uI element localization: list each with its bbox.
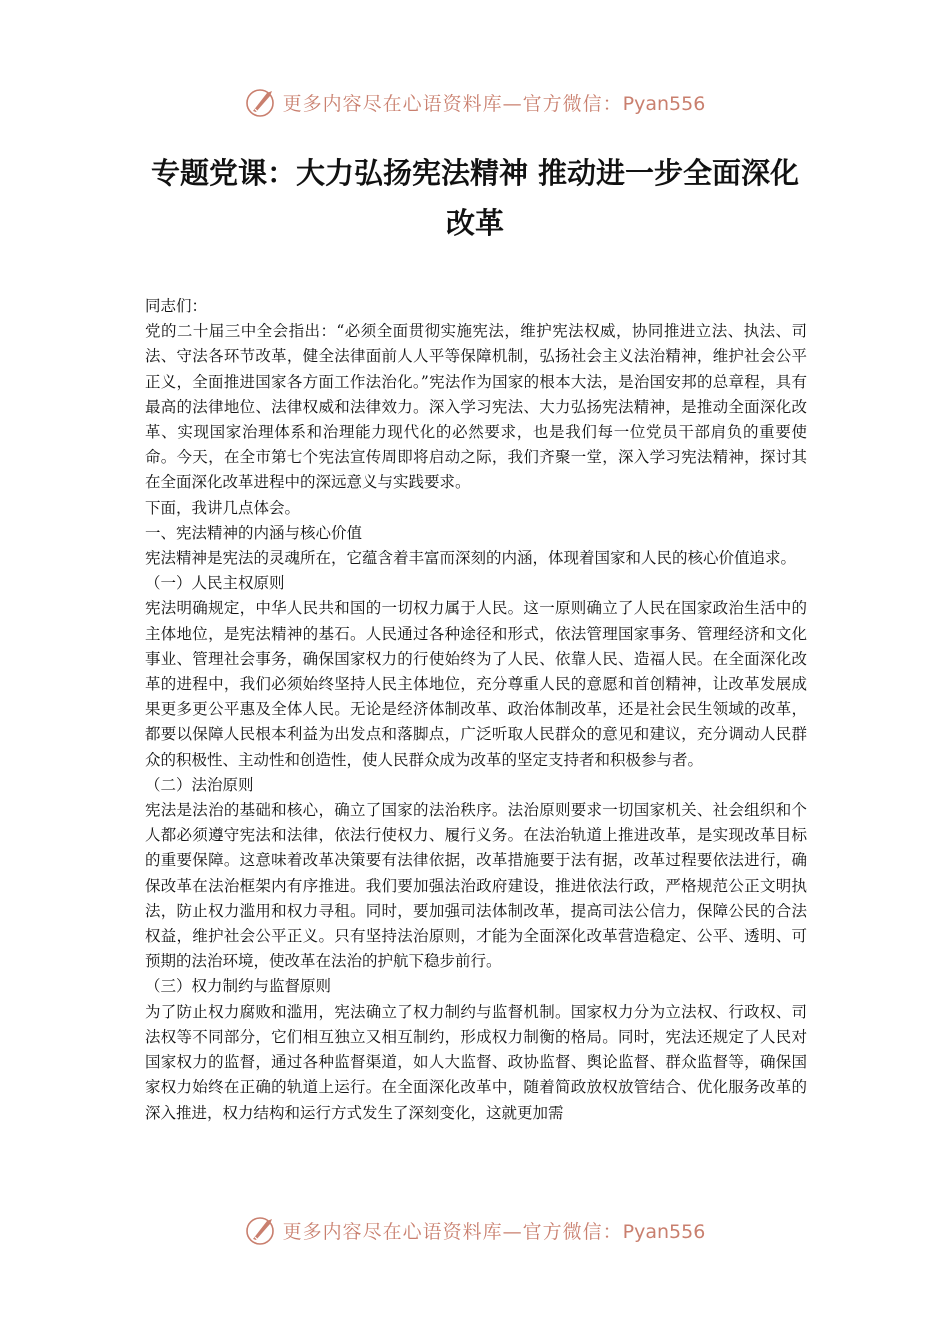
intro-paragraph: 党的二十届三中全会指出：“必须全面贯彻实施宪法，维护宪法权威，协同推进立法、执法、司法、守法各环节改革，健全法律面前人人平等保障机制，弘扬社会主义法治精神，维护社会公平正义，全面推进国家各方面工作法治化。”宪法作为国家的根本大法，是治国安邦的总章程，具有最高的法律地位、法律权威和法律效力。深入学习宪法、大力弘扬宪法精神，是推动全面深化改革、实现国家治理体系和治理能力现代化的必然要求，也是我们每一位党员干部肩负的重要使命。今天，在全市第七个宪法宣传周即将启动之际，我们齐聚一堂，深入学习宪法精神，探讨其在全面深化改革进程中的深远意义与实践要求。 [145, 322, 807, 492]
body-paragraph: 宪法明确规定，中华人民共和国的一切权力属于人民。这一原则确立了人民在国家政治生活中的主体地位，是宪法精神的基石。人民通过各种途径和形式，依法管理国家事务、管理经济和文化事业、管理社会事务，确保国家权力的行使始终为了人民、依靠人民、造福人民。在全面深化改革的进程中，我们必须始终坚持人民主体地位，充分尊重人民的意愿和首创精神，让改革发展成果更多更公平惠及全体人民。无论是经济体制改革、政治体制改革，还是社会民生领域的改革，都要以保障人民根本利益为出发点和落脚点，广泛听取人民群众的意见和建议，充分调动人民群众的积极性、主动性和创造性，使人民群众成为改革的坚定支持者和积极参与者。 [145, 599, 807, 769]
header-banner [0, 82, 950, 122]
transition-line: 下面，我讲几点体会。 [145, 498, 301, 517]
section-intro-paragraph: 宪法精神是宪法的灵魂所在，它蕴含着丰富而深刻的内涵，体现着国家和人民的核心价值追求。 [145, 549, 797, 568]
banner-text: 更多内容尽在心语资料库—官方微信：Pyan556 [282, 1220, 706, 1243]
section-heading: 一、宪法精神的内涵与核心价值 [145, 523, 363, 542]
banner-text: 更多内容尽在心语资料库—官方微信：Pyan556 [282, 92, 706, 115]
body-paragraph: 为了防止权力腐败和滥用，宪法确立了权力制约与监督机制。国家权力分为立法权、行政权、司法权等不同部分，它们相互独立又相互制约，形成权力制衡的格局。同时，宪法还规定了人民对国家权力的监督，通过各种监督渠道，如人大监督、政协监督、舆论监督、群众监督等，确保国家权力始终在正确的轨道上运行。在全面深化改革中，随着简政放权放管结合、优化服务改革的深入推进，权力结构和运行方式发生了深刻变化，这就更加需 [145, 1002, 807, 1122]
wechat-id: Pyan556 [622, 92, 706, 115]
subsection-heading: （二）法治原则 [145, 775, 254, 794]
pen-nib-logo-icon [245, 1213, 279, 1247]
page-title: 专题党课：大力弘扬宪法精神 推动进一步全面深化改革 [150, 156, 800, 240]
footer-banner [0, 1210, 950, 1250]
body-paragraph: 宪法是法治的基础和核心，确立了国家的法治秩序。法治原则要求一切国家机关、社会组织和个人都必须遵守宪法和法律，依法行使权力、履行义务。在法治轨道上推进改革，是实现改革目标的重要保障。这意味着改革决策要有法律依据，改革措施要于法有据，改革过程要依法进行，确保改革在法治框架内有序推进。我们要加强法治政府建设，推进依法行政，严格规范公正文明执法，防止权力滥用和权力寻租。同时，要加强司法体制改革，提高司法公信力，保障公民的合法权益，维护社会公平正义。只有坚持法治原则，才能为全面深化改革营造稳定、公平、透明、可预期的法治环境，使改革在法治的护航下稳步前行。 [145, 801, 807, 971]
subsection-heading: （一）人民主权原则 [145, 574, 285, 593]
salutation: 同志们： [145, 297, 208, 315]
document-body [145, 294, 807, 1126]
subsection-heading: （三）权力制约与监督原则 [145, 977, 332, 996]
wechat-id: Pyan556 [622, 1220, 706, 1243]
pen-nib-logo-icon [245, 85, 279, 119]
